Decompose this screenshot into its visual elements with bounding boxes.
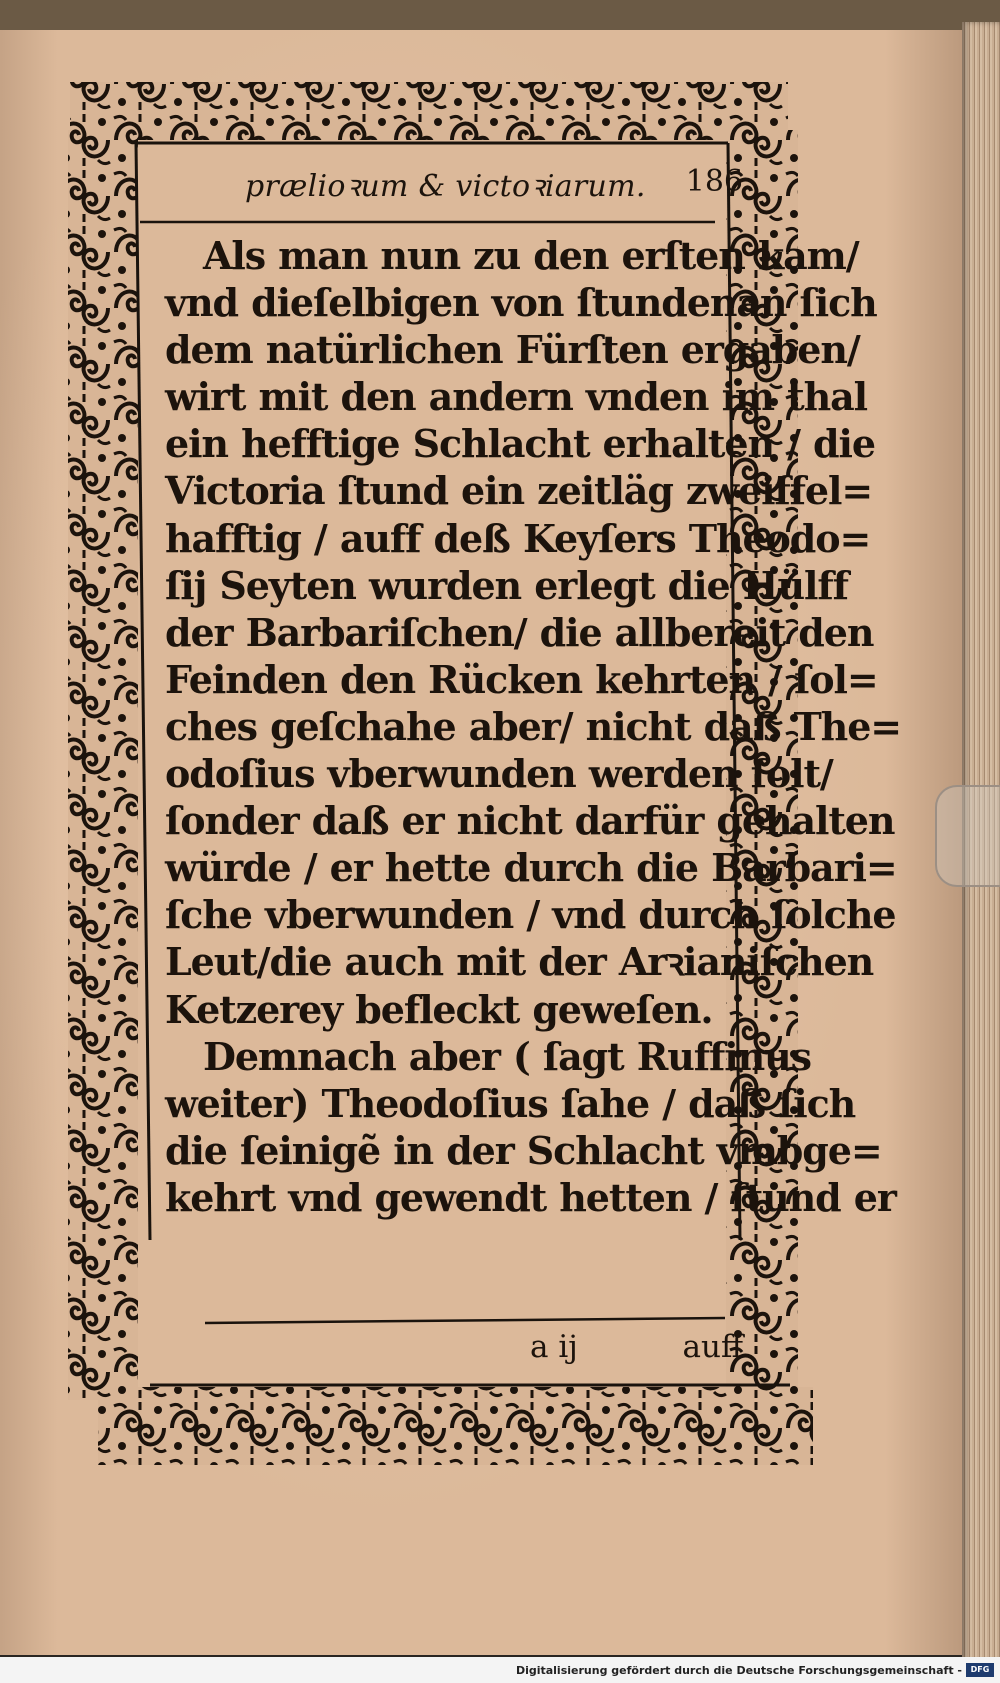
text-line: ches geſchahe aber/ nicht daß The= [165,703,902,749]
text-line: vnd dieſelbigen von ſtundenan ſich [165,280,877,326]
running-head: prælioꝛum & victoꝛiarum. [245,169,646,204]
page-footer [150,1327,765,1377]
text-line: die ſeinigẽ in der Schlacht vmbge= [165,1127,882,1173]
text-line: ſonder daß er nicht darfür gehalten [165,798,895,844]
catchword: auff [682,1329,743,1365]
text-line: wirt mit den andern vnden im thal [165,374,867,420]
text-line: würde / er hette durch die Barbari= [165,845,897,891]
page-header [150,158,765,210]
text-line: ſche vberwunden / vnd durch ſolche [165,892,896,938]
text-line: Victoria ſtund ein zeitläg zweiffel= [165,468,873,514]
dfg-logo-icon: DFG [966,1663,994,1677]
digitization-credit [0,1657,1000,1683]
text-line: odoſius vberwunden werden ſolt/ [165,751,833,797]
text-line: Feinden den Rücken kehrten / ſol= [165,656,878,702]
text-line: kehrt vnd gewendt hetten / ſtund er [165,1174,896,1220]
text-line: Ketzerey befleckt geweſen. [165,986,713,1032]
text-line: Als man nun zu den erſten kam/ [203,233,859,278]
body-text [165,232,902,1221]
text-line: hafftig / auff deß Keyſers Theodo= [165,515,871,561]
text-line: der Barbariſchen/ die allbereit den [165,609,874,655]
text-line: ſij Seyten wurden erlegt die Hülff [165,562,848,608]
text-line: ein hefftige Schlacht erhalten / die [165,421,875,467]
credit-text: Digitalisierung gefördert durch die Deutsche Forschungsgemeinschaft - [515,1664,962,1677]
page-number: 186 [685,164,743,199]
text-line: dem natürlichen Fürſten ergaben/ [165,327,860,373]
signature-mark: a ij [530,1329,578,1365]
text-line: weiter) Theodoſius ſahe / daß ſich [165,1080,856,1126]
text-line: Demnach aber ( ſagt Ruffinus [203,1033,811,1079]
text-line: Leut/die auch mit der Arꝛianiſchen [165,939,874,985]
